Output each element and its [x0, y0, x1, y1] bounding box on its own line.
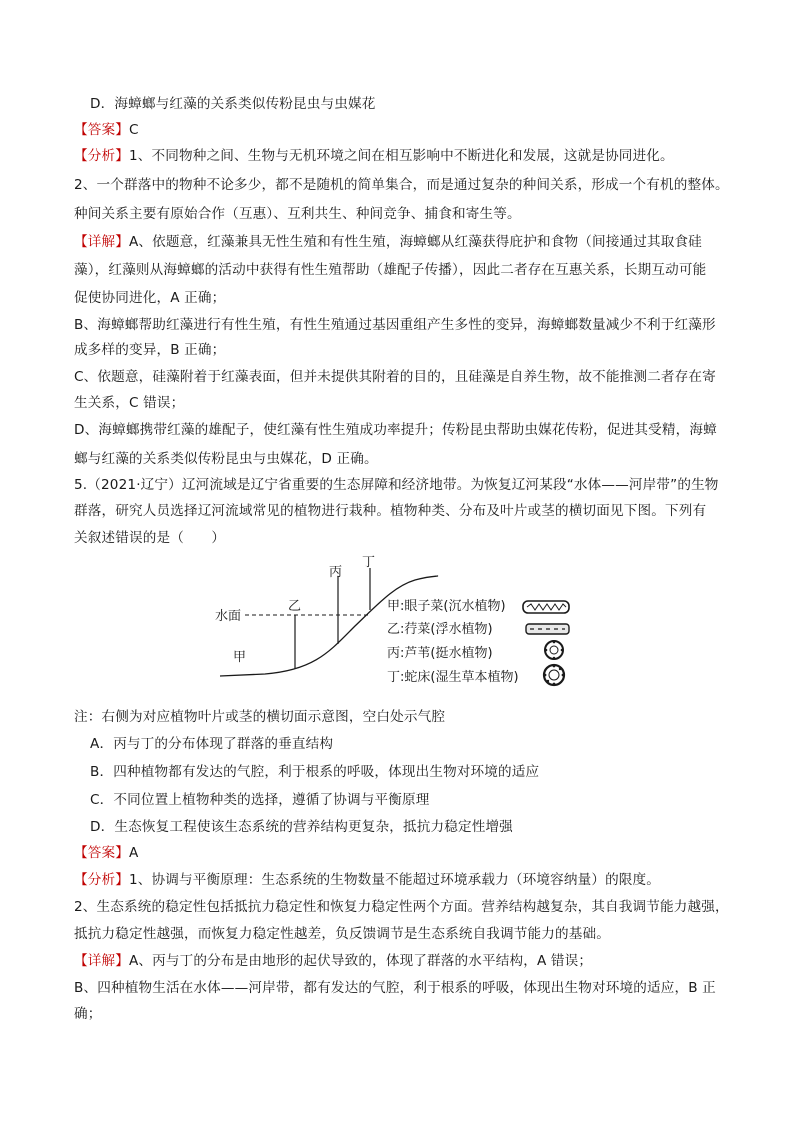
text-line: 藻），红藻则从海蟑螂的活动中获得有性生殖帮助（雄配子传播），因此二者存在互惠关系，长期互动可能: [74, 262, 707, 278]
text-line: 成多样的变异，B 正确；: [74, 342, 226, 358]
question-stem: 关叙述错误的是（ ）: [74, 530, 226, 546]
detail-line: 【详解】A、丙与丁的分布是由地形的起伏导致的，体现了群落的水平结构，A 错误；: [74, 953, 593, 969]
text-line: 螂与红藻的关系类似传粉昆虫与虫媒花，D 正确。: [74, 451, 378, 467]
option-d: D．生态恢复工程使该生态系统的营养结构更复杂，抵抗力稳定性增强: [90, 819, 513, 835]
text-line: B、海蟑螂帮助红藻进行有性生殖，有性生殖通过基因重组产生多性的变异，海蟑螂数量减少不利于红藻形: [74, 317, 716, 333]
answer-line: 【答案】A: [74, 845, 139, 861]
legend-yi: 乙:荇菜(浮水植物): [387, 622, 493, 637]
plant-jia-label: 甲: [233, 650, 247, 665]
round-stem-section-icon: [545, 641, 564, 660]
answer-tag: 【答案】: [74, 122, 129, 138]
option-c: C．不同位置上植物种类的选择，遵循了协调与平衡原理: [90, 792, 430, 808]
option-a: A．丙与丁的分布体现了群落的垂直结构: [90, 736, 334, 752]
analysis-tag: 【分析】: [74, 872, 129, 888]
detail-tag: 【详解】: [74, 234, 129, 250]
text-line: B、四种植物生活在水体——河岸带，都有发达的气腔，利于根系的呼吸，体现出生物对环境的适应，B 正: [74, 980, 716, 996]
flat-leaf-section-icon: [526, 624, 569, 634]
legend-jia: 甲:眼子菜(沉水植物): [387, 599, 506, 614]
text-line: 促使协同进化，A 正确；: [74, 290, 226, 306]
plant-ding-label: 丁: [362, 555, 376, 570]
text-line: 生关系，C 错误；: [74, 395, 185, 411]
option-b: B．四种植物都有发达的气腔，利于根系的呼吸，体现出生物对环境的适应: [90, 764, 540, 780]
detail-line: 【详解】A、依题意，红藻兼具无性生殖和有性生殖，海蟑螂从红藻获得庇护和食物（间接通过其取食硅: [74, 234, 702, 250]
round-stem-section-icon: [544, 665, 565, 686]
question-stem: 群落，研究人员选择辽河流域常见的植物进行栽种。植物种类、分布及叶片或茎的横切面见下图。下列有: [74, 503, 707, 519]
text-line: 2、生态系统的稳定性包括抵抗力稳定性和恢复力稳定性两个方面。营养结构越复杂，其自我调节能力越强，: [74, 899, 729, 915]
water-surface-label: 水面: [215, 609, 242, 624]
analysis-line: 【分析】1、协调与平衡原理：生态系统的生物数量不能超过环境承载力（环境容纳量）的限度。: [74, 872, 661, 888]
text-line: D、海蟑螂携带红藻的雄配子，使红藻有性生殖成功率提升；传粉昆虫帮助虫媒花传粉，促进其受精，海蟑: [74, 422, 717, 438]
text-line: C、依题意，硅藻附着于红藻表面，但并未提供其附着的目的，且硅藻是自养生物，故不能推测二者存在寄: [74, 369, 716, 385]
text-line: 确；: [74, 1006, 102, 1022]
plant-yi-label: 乙: [288, 599, 302, 614]
text-line: 2、一个群落中的物种不论多少，都不是随机的简单集合，而是通过复杂的种间关系，形成一个有机的整体。: [74, 177, 729, 193]
analysis-tag: 【分析】: [74, 148, 129, 164]
figure-note: 注：右侧为对应植物叶片或茎的横切面示意图，空白处示气腔: [74, 709, 446, 725]
detail-tag: 【详解】: [74, 953, 129, 969]
legend-ding: 丁:蛇床(湿生草本植物): [387, 670, 519, 685]
answer-tag: 【答案】: [74, 845, 129, 861]
analysis-line: 【分析】1、不同物种之间、生物与无机环境之间在相互影响中不断进化和发展，这就是协同进化。: [74, 148, 674, 164]
legend-bing: 丙:芦苇(挺水植物): [387, 646, 493, 661]
river-bank-figure: [205, 546, 575, 696]
text-line: 种间关系主要有原始合作（互惠）、互利共生、种间竞争、捕食和寄生等。: [74, 206, 521, 222]
answer-line: 【答案】C: [74, 122, 139, 138]
option-d-previous: D．海蟑螂与红藻的关系类似传粉昆虫与虫媒花: [90, 96, 376, 112]
elongated-leaf-section-icon: [523, 601, 569, 613]
question-stem: 5.（2021·辽宁）辽河流域是辽宁省重要的生态屏障和经济地带。为恢复辽河某段“水体——河岸带”的生物: [74, 477, 719, 493]
text-line: 抵抗力稳定性越强，而恢复力稳定性越差，负反馈调节是生态系统自我调节能力的基础。: [74, 926, 611, 942]
plant-bing-label: 丙: [329, 565, 343, 580]
